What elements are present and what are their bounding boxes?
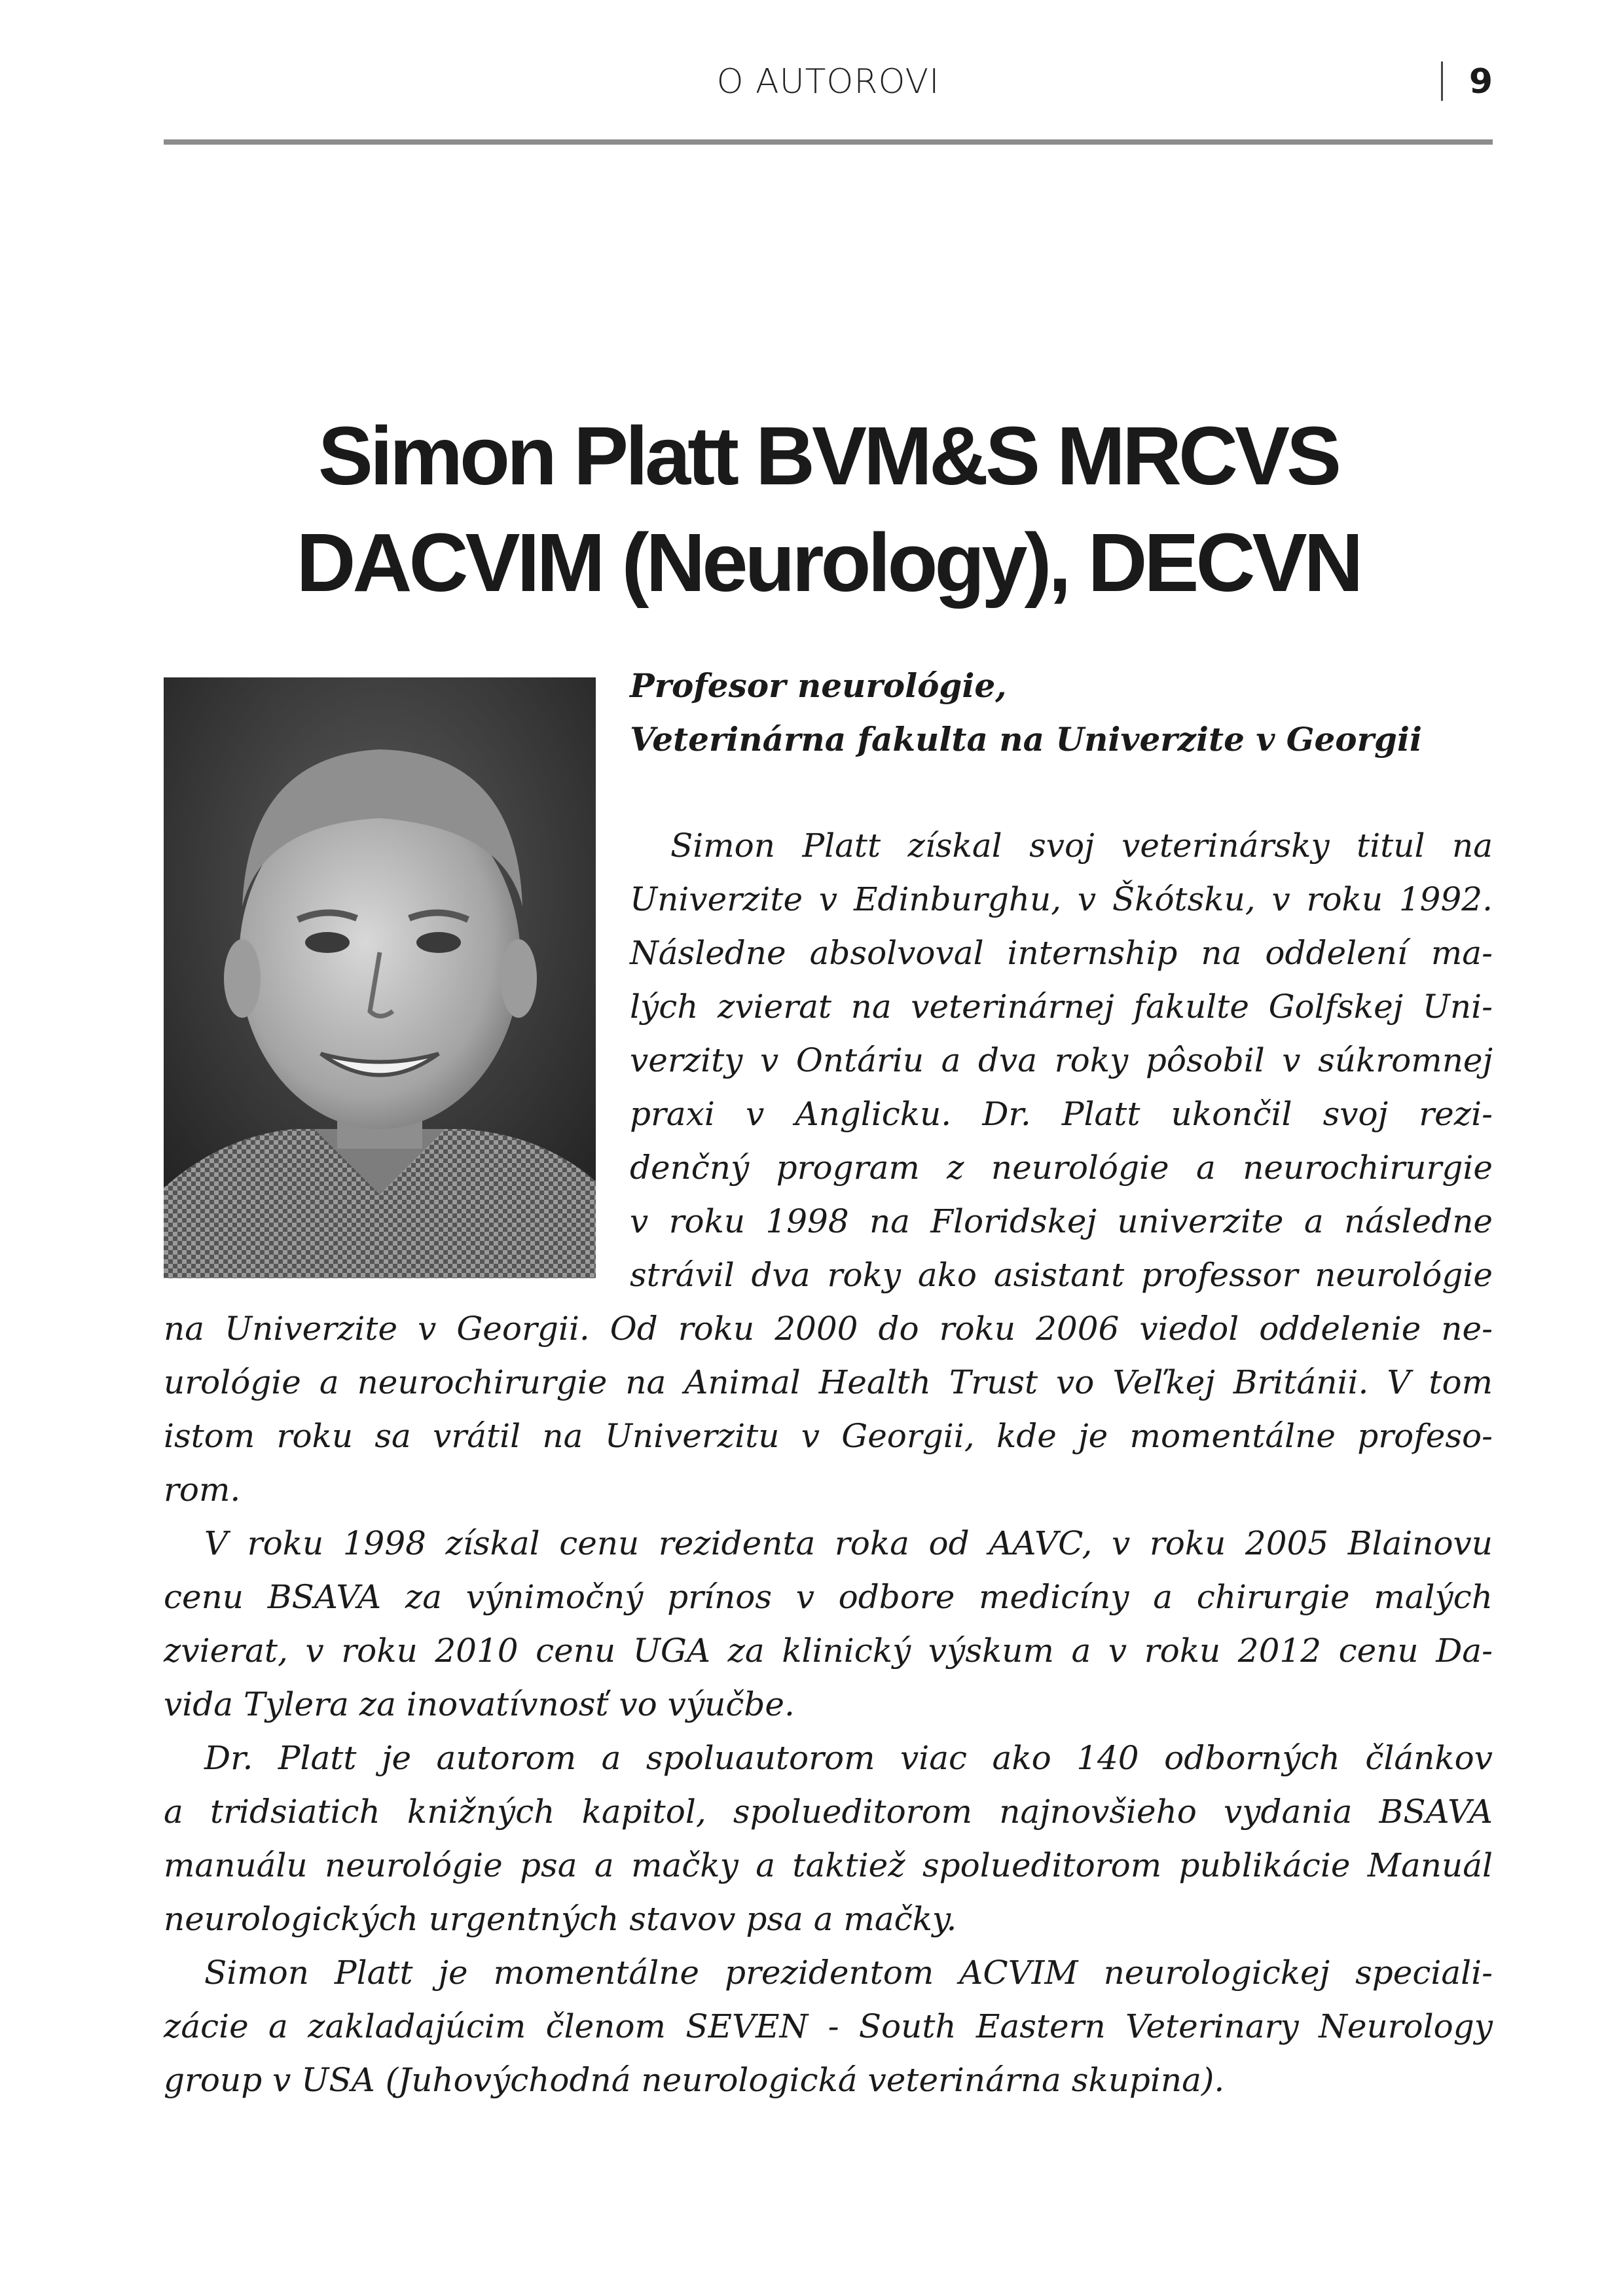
- body-line: Dr. Platt je autorom a spoluautorom viac ako 140 odborných článkov: [204, 1739, 1493, 1777]
- affiliation: [630, 659, 1501, 766]
- body-line: zácie a zakladajúcim členom SEVEN - South Eastern Veterinary Neurology: [164, 2007, 1493, 2045]
- body-line: neurologických urgentných stavov psa a mačky.: [164, 1900, 957, 1938]
- page-number-separator: [1441, 62, 1443, 101]
- body-line: praxi v Anglicku. Dr. Platt ukončil svoj rezi-: [630, 1095, 1493, 1133]
- body-line: group v USA (Juhovýchodná neurologická veterinárna skupina).: [164, 2061, 1225, 2099]
- body-line: a tridsiatich knižných kapitol, spolueditorom najnovšieho vydania BSAVA: [164, 1793, 1493, 1831]
- title-line-1: Simon Platt BVM&S MRCVS: [318, 410, 1339, 502]
- header-rule: [164, 139, 1493, 145]
- body-line: urológie a neurochirurgie na Animal Health Trust vo Veľkej Británii. V tom: [164, 1363, 1493, 1401]
- body-line: na Univerzite v Georgii. Od roku 2000 do roku 2006 viedol oddelenie ne-: [164, 1310, 1493, 1348]
- body-line: Simon Platt získal svoj veterinársky titul na: [670, 827, 1493, 865]
- body-line: istom roku sa vrátil na Univerzitu v Georgii, kde je momentálne profeso-: [164, 1417, 1493, 1455]
- affiliation-line-2: Veterinárna fakulta na Univerzite v Georgii: [630, 720, 1422, 759]
- page-number: 9: [1468, 62, 1493, 101]
- body-line: rom.: [164, 1471, 241, 1509]
- body-line: vida Tylera za inovatívnosť vo výučbe.: [164, 1685, 795, 1723]
- section-label: O AUTOROVI: [716, 62, 940, 101]
- running-header: [164, 62, 1493, 115]
- body-line: lých zvierat na veterinárnej fakulte Golfskej Uni-: [630, 988, 1493, 1026]
- body-line: strávil dva roky ako asistant professor neurológie: [630, 1256, 1493, 1294]
- author-portrait-icon: [164, 677, 596, 1278]
- body-line: V roku 1998 získal cenu rezidenta roka od AAVC, v roku 2005 Blainovu: [204, 1524, 1493, 1562]
- body-line: manuálu neurológie psa a mačky a taktiež spolueditorom publikácie Manuál: [164, 1846, 1493, 1884]
- body-line: verzity v Ontáriu a dva roky pôsobil v súkromnej: [630, 1041, 1493, 1079]
- page-title: [164, 403, 1493, 616]
- body-line: zvierat, v roku 2010 cenu UGA za klinický výskum a v roku 2012 cenu Da-: [164, 1632, 1493, 1670]
- body-line: Univerzite v Edinburghu, v Škótsku, v roku 1992.: [630, 880, 1493, 918]
- page-number-block: [1441, 62, 1493, 103]
- affiliation-line-1: Profesor neurológie,: [630, 666, 1007, 705]
- author-photo: [164, 677, 596, 1278]
- title-line-2: DACVIM (Neurology), DECVN: [296, 516, 1360, 609]
- body-line: Simon Platt je momentálne prezidentom ACVIM neurologickej speciali-: [204, 1954, 1493, 1992]
- body-line: cenu BSAVA za výnimočný prínos v odbore medicíny a chirurgie malých: [164, 1578, 1493, 1616]
- body-line: Následne absolvoval internship na oddelení ma-: [630, 934, 1493, 972]
- body-line: v roku 1998 na Floridskej univerzite a následne: [630, 1202, 1493, 1240]
- body-line: denčný program z neurológie a neurochirurgie: [630, 1149, 1493, 1187]
